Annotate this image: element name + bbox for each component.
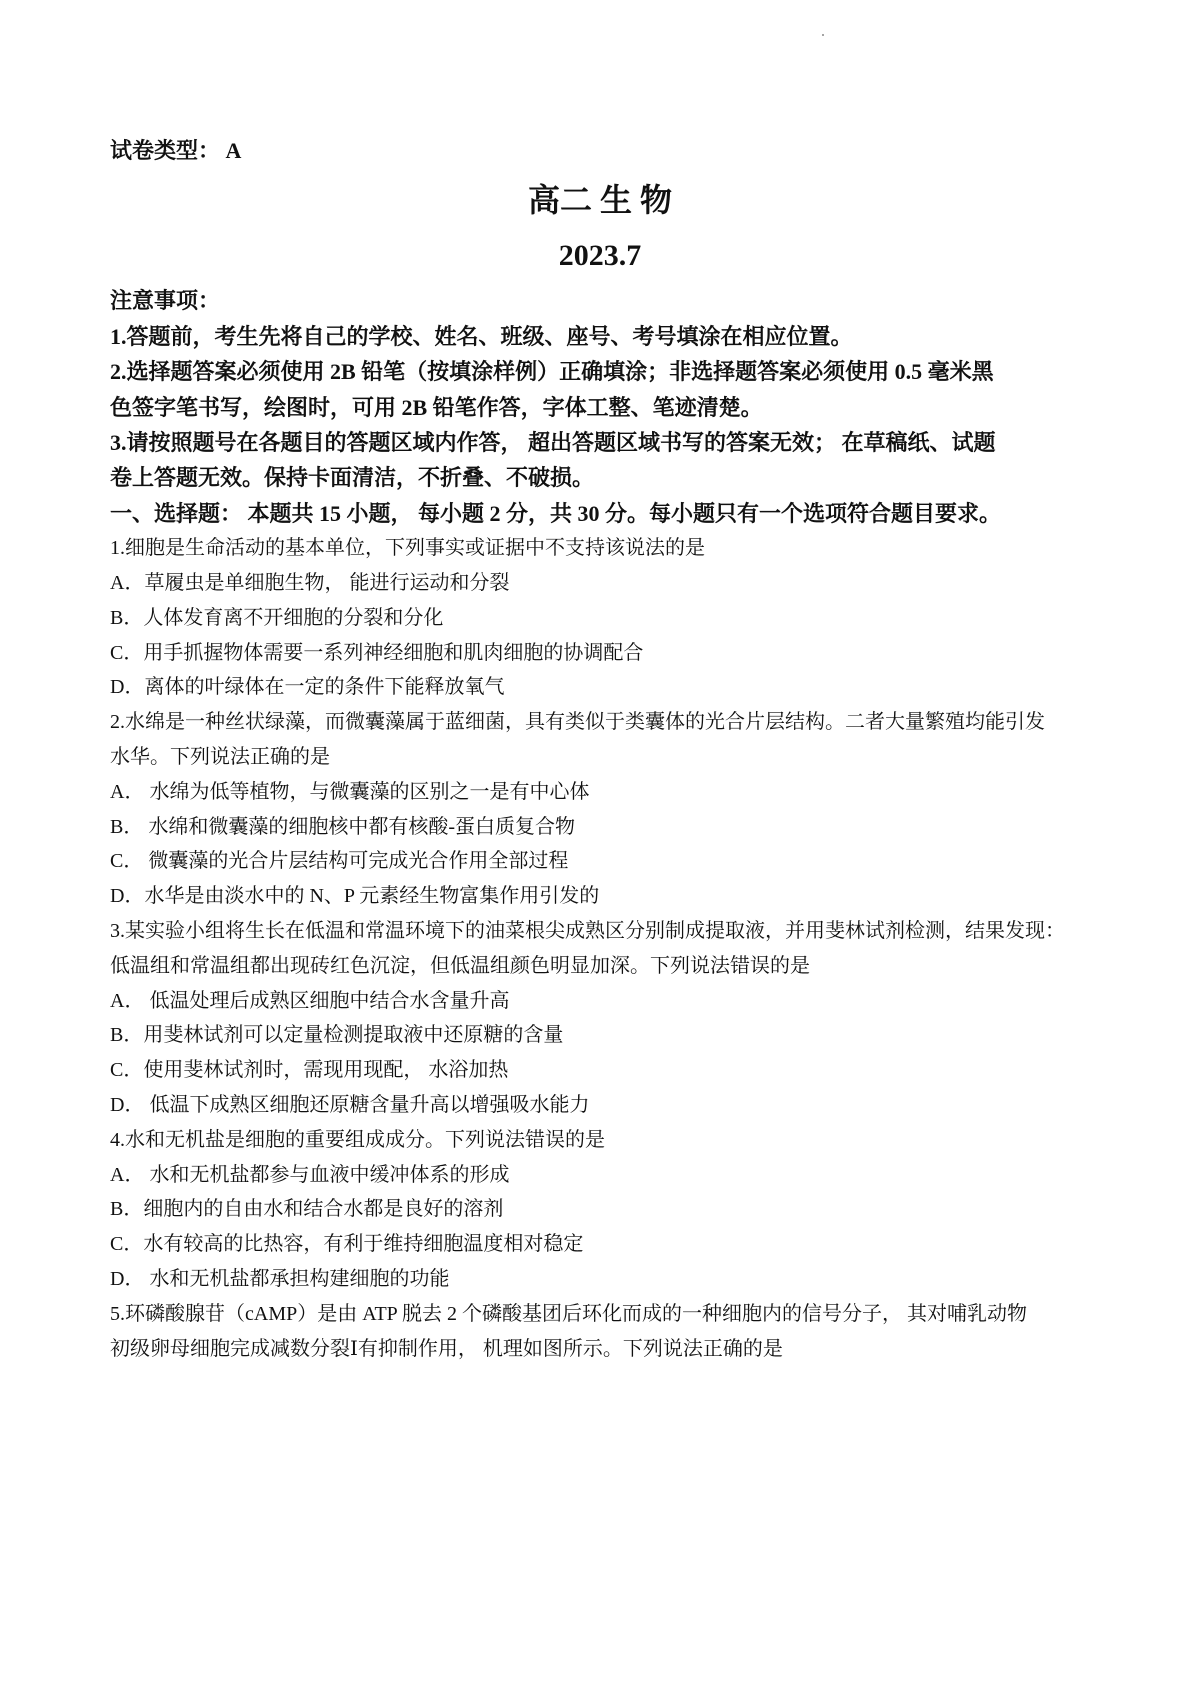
question-option: D． 低温下成熟区细胞还原糖含量升高以增强吸水能力 <box>110 1094 590 1116</box>
question-stem: 5.环磷酸腺苷（cAMP）是由 ATP 脱去 2 个磷酸基团后环化而成的一种细胞内的信号分子， 其对哺乳动物 <box>110 1303 1028 1325</box>
question-stem: 初级卵母细胞完成减数分裂Ⅰ有抑制作用， 机理如图所示。下列说法正确的是 <box>110 1338 783 1360</box>
question-option: B． 水绵和微囊藻的细胞核中都有核酸-蛋白质复合物 <box>110 816 575 838</box>
question-option: A． 水和无机盐都参与血液中缓冲体系的形成 <box>110 1164 510 1186</box>
question-option: C．使用斐林试剂时，需现用现配， 水浴加热 <box>110 1059 509 1081</box>
question-option: A． 水绵为低等植物，与微囊藻的区别之一是有中心体 <box>110 781 590 803</box>
notice-line: 3.请按照题号在各题目的答题区域内作答， 超出答题区域书写的答案无效； 在草稿纸、试题 <box>110 430 996 455</box>
question-option: D．水华是由淡水中的 N、P 元素经生物富集作用引发的 <box>110 885 600 907</box>
notice-heading: 注意事项： <box>110 288 221 313</box>
question-option: C． 微囊藻的光合片层结构可完成光合作用全部过程 <box>110 850 569 872</box>
question-option: A．草履虫是单细胞生物， 能进行运动和分裂 <box>110 572 510 594</box>
question-option: A． 低温处理后成熟区细胞中结合水含量升高 <box>110 990 510 1012</box>
question-stem: 水华。下列说法正确的是 <box>110 746 330 768</box>
question-option: B．用斐林试剂可以定量检测提取液中还原糖的含量 <box>110 1024 564 1046</box>
question-option: C．水有较高的比热容，有利于维持细胞温度相对稳定 <box>110 1233 584 1255</box>
notice-line: 2.选择题答案必须使用 2B 铅笔（按填涂样例）正确填涂；非选择题答案必须使用 0.5 毫米黑 <box>110 359 994 384</box>
question-stem: 3.某实验小组将生长在低温和常温环境下的油菜根尖成熟区分别制成提取液，并用斐林试剂检测，结果发现： <box>110 920 1065 942</box>
question-option: D． 水和无机盐都承担构建细胞的功能 <box>110 1268 450 1290</box>
question-option: B．人体发育离不开细胞的分裂和分化 <box>110 607 444 629</box>
question-stem: 2.水绵是一种丝状绿藻，而微囊藻属于蓝细菌，具有类似于类囊体的光合片层结构。二者大量繁殖均能引发 <box>110 711 1045 733</box>
question-stem: 1.细胞是生命活动的基本单位，下列事实或证据中不支持该说法的是 <box>110 537 705 559</box>
question-stem: 低温组和常温组都出现砖红色沉淀，但低温组颜色明显加深。下列说法错误的是 <box>110 955 810 977</box>
exam-title: 高二 生 物 <box>527 182 672 218</box>
notice-line: 卷上答题无效。保持卡面清洁，不折叠、不破损。 <box>110 465 595 490</box>
section-heading: 一、选择题： 本题共 15 小题， 每小题 2 分，共 30 分。每小题只有一个选项符合题目要求。 <box>110 501 1002 526</box>
question-option: C．用手抓握物体需要一系列神经细胞和肌肉细胞的协调配合 <box>110 642 644 664</box>
question-stem: 4.水和无机盐是细胞的重要组成成分。下列说法错误的是 <box>110 1129 605 1151</box>
scan-speck <box>822 34 824 36</box>
question-option: D．离体的叶绿体在一定的条件下能释放氧气 <box>110 676 505 698</box>
paper-type: 试卷类型： A <box>110 138 242 163</box>
question-option: B．细胞内的自由水和结合水都是良好的溶剂 <box>110 1198 504 1220</box>
notice-line: 1.答题前，考生先将自己的学校、姓名、班级、座号、考号填涂在相应位置。 <box>110 324 853 349</box>
exam-date: 2023.7 <box>558 239 642 272</box>
notice-line: 色签字笔书写，绘图时，可用 2B 铅笔作答，字体工整、笔迹清楚。 <box>110 395 763 420</box>
